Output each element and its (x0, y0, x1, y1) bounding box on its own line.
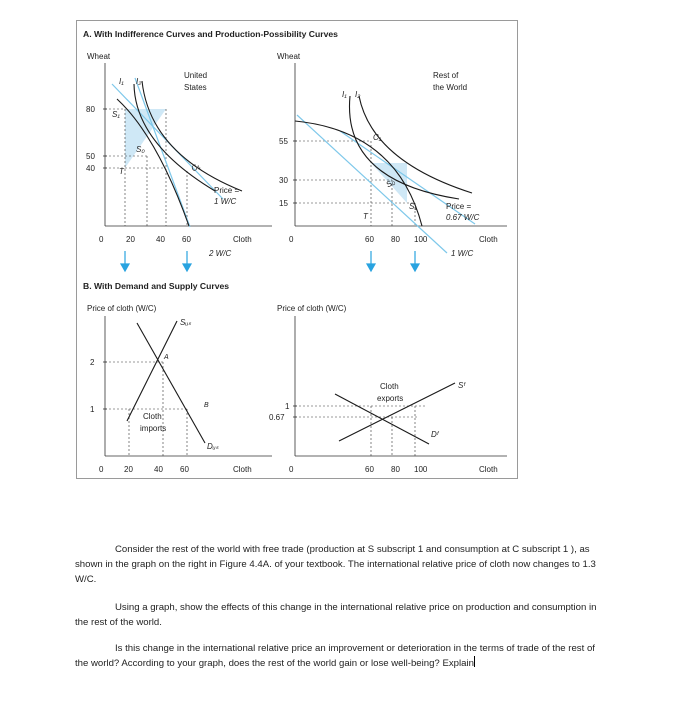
us-country-label-1: United (184, 71, 208, 80)
row-label-s0: S₀ (384, 177, 397, 190)
row-label-c1: C₁ (373, 133, 382, 142)
us-cloth-axis-label: Cloth (233, 235, 252, 244)
panel-b-row (269, 304, 507, 474)
us-wheat-axis-label: Wheat (87, 52, 111, 61)
panel-b-us (87, 304, 272, 474)
row-wheat-axis-label: Wheat (277, 52, 301, 61)
us-price1-label-2: 1 W/C (214, 197, 237, 206)
us-b-ytick-2: 2 (90, 358, 95, 367)
us-country-label-2: States (184, 83, 207, 92)
us-b-cloth-axis-label: Cloth (233, 465, 252, 474)
us-xtick-40: 40 (156, 235, 165, 244)
row-label-t: T (363, 212, 368, 221)
question-paragraph-3-text: Is this change in the international relative price an improvement or deterioration in the terms of trade of the rest of the world? According to your graph, does the rest of the world gain or lose well-being? Explain (75, 643, 595, 669)
us-point-b: B (204, 402, 209, 409)
us-b-ytick-1: 1 (90, 405, 95, 414)
row-b-xtick-60: 60 (365, 465, 374, 474)
row-exports-label-1: Cloth (380, 382, 399, 391)
us-ytick-50: 50 (86, 152, 95, 161)
row-xtick-60: 60 (365, 235, 374, 244)
us-b-xtick-60: 60 (180, 465, 189, 474)
us-label-s1: S₁ (112, 110, 120, 119)
panel-a-us (86, 52, 272, 271)
question-paragraph-3 (75, 641, 605, 671)
us-xtick-60: 60 (182, 235, 191, 244)
us-ytick-80: 80 (86, 105, 95, 114)
us-price1-label-1: Price = (214, 186, 240, 195)
us-label-t: T (119, 167, 124, 176)
us-b-xtick-20: 20 (124, 465, 133, 474)
row-label-i1: I₁ (342, 90, 347, 99)
us-imports-label-2: imports (140, 424, 167, 433)
row-b-ytick-1: 1 (285, 402, 290, 411)
us-b-xtick-40: 40 (154, 465, 163, 474)
row-ytick-15: 15 (279, 199, 288, 208)
us-ytick-40: 40 (86, 164, 95, 173)
us-demand-label: Dᵤₛ (207, 442, 219, 451)
row-supply-label: Sᶠ (458, 381, 465, 390)
question-paragraph-1: Consider the rest of the world with free trade (production at S subscript 1 and consumption at C subscript 1 ), as shown in the graph on the right in Figure 4.4A. of your textbook. The international relative price of cloth now changes to 1.3 W/C. (75, 544, 596, 585)
panel-a-title: A. With Indifference Curves and Production-Possibility Curves (83, 29, 338, 39)
row-indifference-curve-1 (349, 96, 459, 199)
row-ytick-30: 30 (279, 176, 288, 185)
us-label-i2: I₂ (136, 77, 142, 86)
row-cloth-axis-label: Cloth (479, 235, 498, 244)
figure-4-4 (76, 20, 518, 479)
row-label-s1: S₁ (409, 202, 417, 211)
row-xtick-80: 80 (391, 235, 400, 244)
row-b-cloth-axis-label: Cloth (479, 465, 498, 474)
row-exports-label-2: exports (377, 394, 404, 403)
us-label-s0: S₀ (136, 145, 145, 154)
row-country-label-1: Rest of (433, 71, 459, 80)
row-b-xtick-100: 100 (414, 465, 428, 474)
us-supply-curve (127, 321, 177, 421)
panel-a-row (277, 52, 507, 271)
us-label-c1: C₁ (189, 161, 202, 174)
row-xtick-0: 0 (289, 235, 294, 244)
us-label-i1: I₁ (119, 77, 124, 86)
panel-b-title: B. With Demand and Supply Curves (83, 281, 230, 291)
row-demand-label: Dᶠ (431, 430, 439, 439)
row-b-xtick-80: 80 (391, 465, 400, 474)
row-xtick-100: 100 (414, 235, 428, 244)
row-price-line-2 (297, 115, 447, 253)
row-price1-label-2: 0.67 W/C (446, 213, 480, 222)
row-country-label-2: the World (433, 83, 468, 92)
row-label-i2: I₂ (355, 90, 361, 99)
row-price-axis-label: Price of cloth (W/C) (277, 304, 347, 313)
us-price2-label: 2 W/C (209, 249, 232, 258)
us-supply-label: Sᵤₛ (180, 318, 192, 327)
us-xtick-0: 0 (99, 235, 104, 244)
question-paragraph-2: Using a graph, show the effects of this change in the international relative price on production and consumption in the rest of the world. (75, 602, 597, 628)
us-price-axis-label: Price of cloth (W/C) (87, 304, 157, 313)
row-ytick-55: 55 (279, 137, 288, 146)
row-price2-label: 1 W/C (451, 249, 474, 258)
us-b-xtick-0: 0 (99, 465, 104, 474)
text-cursor[interactable] (474, 656, 475, 667)
us-imports-label-1: Cloth (143, 412, 162, 421)
us-point-a: A (164, 354, 169, 361)
row-b-xtick-0: 0 (289, 465, 294, 474)
row-b-ytick-067: 0.67 (269, 413, 285, 422)
row-price1-label-1: Price = (446, 202, 472, 211)
us-xtick-20: 20 (126, 235, 135, 244)
row-indifference-curve-2 (359, 96, 472, 193)
